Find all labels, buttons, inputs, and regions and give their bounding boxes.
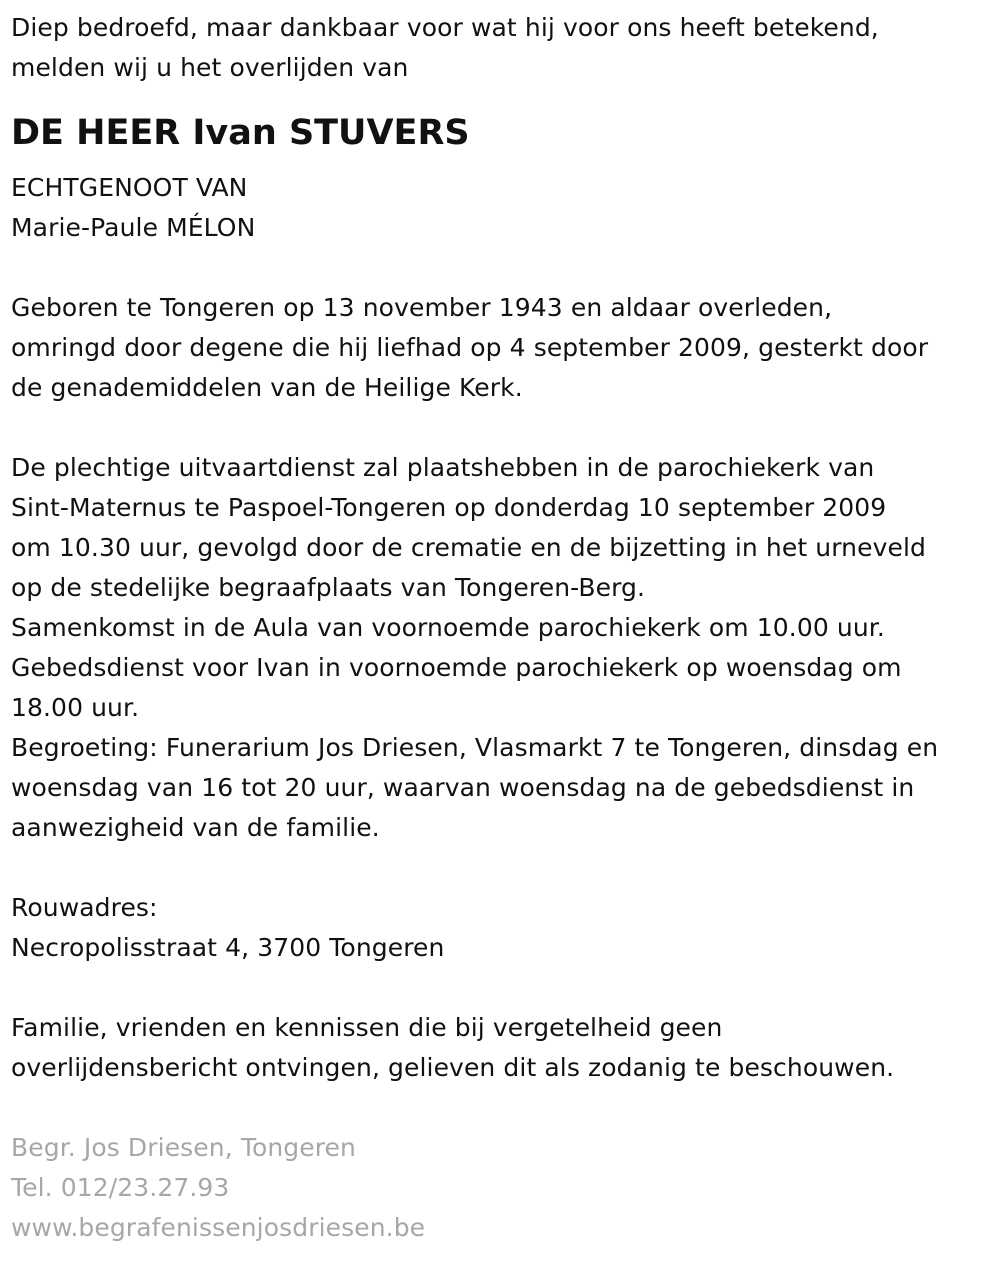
birth-death-line: omringd door degene die hij liefhad op 4 september 2009, gesterkt door <box>11 333 929 362</box>
deceased-name: DE HEER Ivan STUVERS <box>11 113 470 153</box>
birth-death-line: de genademiddelen van de Heilige Kerk. <box>11 373 523 402</box>
spouse-name: Marie-Paule MÉLON <box>11 213 256 242</box>
funeral-line: Gebedsdienst voor Ivan in voornoemde parochiekerk op woensdag om <box>11 653 902 682</box>
intro-line: Diep bedroefd, maar dankbaar voor wat hij voor ons heeft betekend, <box>11 13 879 42</box>
intro-paragraph <box>11 8 996 88</box>
funeral-home-footer <box>11 1128 996 1248</box>
birth-death-paragraph <box>11 288 996 408</box>
funeral-line: aanwezigheid van de familie. <box>11 813 380 842</box>
funeral-line: woensdag van 16 tot 20 uur, waarvan woensdag na de gebedsdienst in <box>11 773 915 802</box>
address-block <box>11 888 996 968</box>
funeral-line: De plechtige uitvaartdienst zal plaatshebben in de parochiekerk van <box>11 453 875 482</box>
spacer <box>11 968 996 1008</box>
funeral-line: Sint-Maternus te Paspoel-Tongeren op donderdag 10 september 2009 <box>11 493 887 522</box>
funeral-home-name: Begr. Jos Driesen, Tongeren <box>11 1133 356 1162</box>
address-value: Necropolisstraat 4, 3700 Tongeren <box>11 933 445 962</box>
relation-block <box>11 168 996 248</box>
birth-death-line: Geboren te Tongeren op 13 november 1943 en aldaar overleden, <box>11 293 833 322</box>
funeral-home-phone: Tel. 012/23.27.93 <box>11 1173 230 1202</box>
funeral-line: Begroeting: Funerarium Jos Driesen, Vlasmarkt 7 te Tongeren, dinsdag en <box>11 733 939 762</box>
funeral-paragraph <box>11 448 996 848</box>
funeral-line: om 10.30 uur, gevolgd door de crematie en de bijzetting in het urneveld <box>11 533 926 562</box>
intro-line: melden wij u het overlijden van <box>11 53 409 82</box>
spacer <box>11 248 996 288</box>
relation-label: ECHTGENOOT VAN <box>11 173 248 202</box>
spacer <box>11 408 996 448</box>
spacer <box>11 1088 996 1128</box>
obituary-notice <box>11 8 996 1248</box>
notice-paragraph <box>11 1008 996 1088</box>
notice-line: overlijdensbericht ontvingen, gelieven dit als zodanig te beschouwen. <box>11 1053 895 1082</box>
spacer <box>11 848 996 888</box>
funeral-line: 18.00 uur. <box>11 693 140 722</box>
funeral-home-website[interactable]: www.begrafenissenjosdriesen.be <box>11 1213 426 1242</box>
notice-line: Familie, vrienden en kennissen die bij vergetelheid geen <box>11 1013 723 1042</box>
funeral-line: Samenkomst in de Aula van voornoemde parochiekerk om 10.00 uur. <box>11 613 885 642</box>
funeral-line: op de stedelijke begraafplaats van Tongeren-Berg. <box>11 573 646 602</box>
address-label: Rouwadres: <box>11 893 158 922</box>
